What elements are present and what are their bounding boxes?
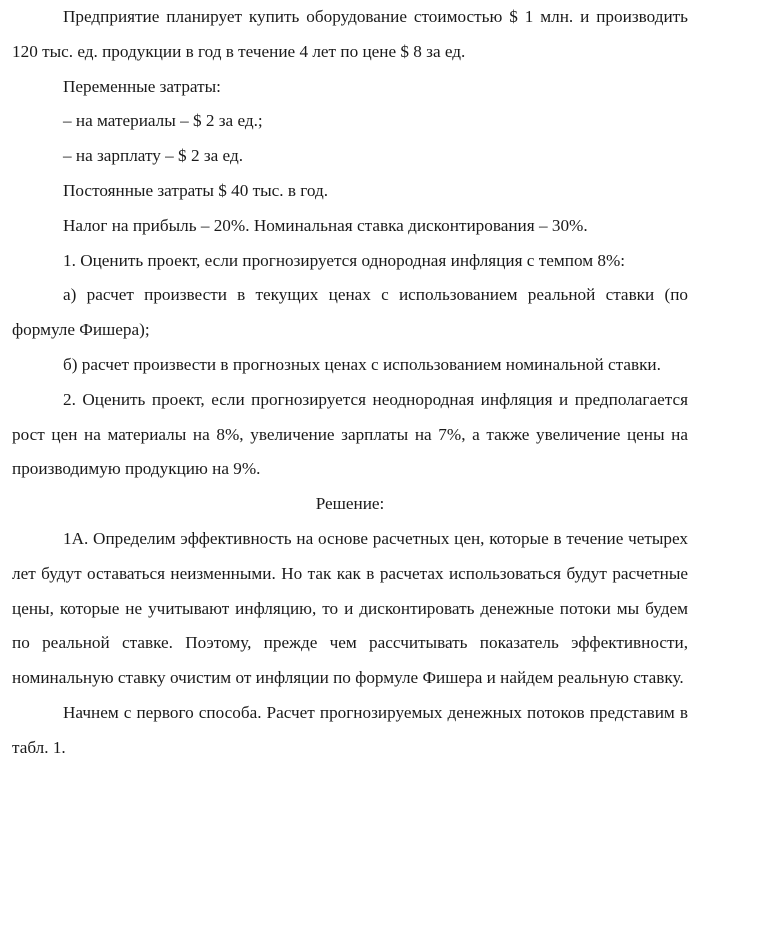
solution-heading: Решение: xyxy=(315,494,385,514)
paragraph-fixed-costs: Постоянные затраты $ 40 тыс. в год. xyxy=(63,180,329,200)
paragraph-salary-cost: – на зарплату – $ 2 за ед. xyxy=(63,146,243,166)
paragraph-materials-cost: – на материалы – $ 2 за ед.; xyxy=(63,111,263,131)
paragraph-variable-costs-heading: Переменные затраты: xyxy=(63,76,221,96)
paragraph-problem-intro: Предприятие планирует купить оборудование стоимостью $ 1 млн. и производить 120 тыс. ед. продукции в год в течение 4 лет по цене $ 8 за ед. xyxy=(12,7,688,61)
document-page xyxy=(12,0,688,766)
paragraph-solution-1a: 1А. Определим эффективность на основе расчетных цен, которые в течение четырех лет будут оставаться неизменными. Но так как в расчетах использоваться будут расчетные цены, которые не учитывают инфляцию, то и дисконтировать денежные потоки мы будем по реальной ставке. Поэтому, прежде чем рассчитывать показатель эффективности, номинальную ставку очистим от инфляции по формуле Фишера и найдем реальную ставку. xyxy=(12,528,688,688)
paragraph-first-method: Начнем с первого способа. Расчет прогнозируемых денежных потоков представим в табл. 1. xyxy=(12,702,688,757)
paragraph-tax-and-rate: Налог на прибыль – 20%. Номинальная ставка дисконтирования – 30%. xyxy=(63,215,588,235)
paragraph-task-1a: а) расчет произвести в текущих ценах с использованием реальной ставки (по формуле Фишера); xyxy=(12,285,688,340)
paragraph-task-1b: б) расчет произвести в прогнозных ценах с использованием номинальной ставки. xyxy=(63,354,661,374)
paragraph-task-2: 2. Оценить проект, если прогнозируется неоднородная инфляция и предполагается рост цен на материалы на 8%, увеличение зарплаты на 7%, а также увеличение цены на производимую продукцию на 9%. xyxy=(12,389,688,479)
paragraph-task-1: 1. Оценить проект, если прогнозируется однородная инфляция с темпом 8%: xyxy=(63,250,626,270)
